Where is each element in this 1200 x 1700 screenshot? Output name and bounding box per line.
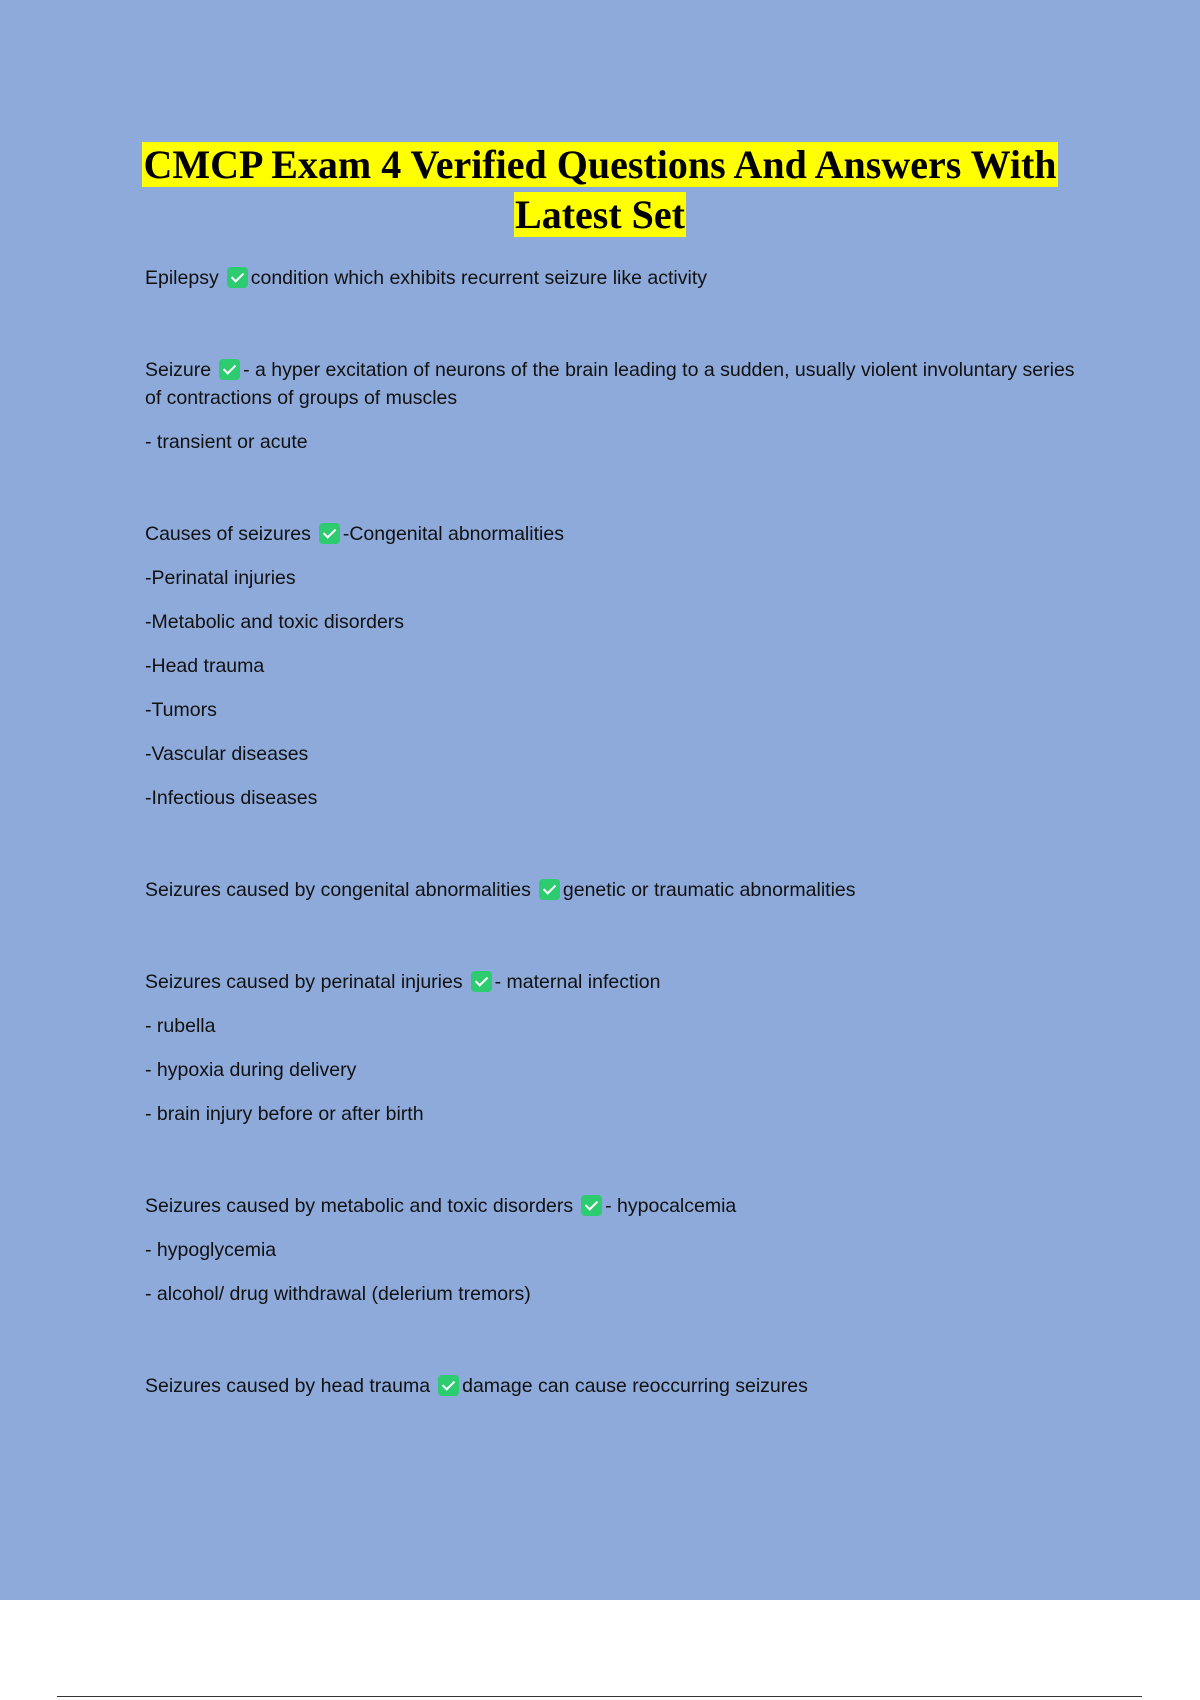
qa-answer: genetic or traumatic abnormalities [562, 879, 856, 901]
entry-spacer [145, 456, 1085, 520]
qa-term: Causes of seizures [145, 523, 311, 545]
entry-spacer [145, 292, 1085, 356]
page-title [100, 140, 1100, 240]
qa-answer-line: -Head trauma [145, 655, 265, 677]
qa-term: Seizures caused by congenital abnormalities [145, 879, 531, 901]
check-mark-icon [227, 267, 248, 288]
qa-answer-line: -Vascular diseases [145, 743, 309, 765]
qa-answer-line: -Metabolic and toxic disorders [145, 611, 405, 633]
check-mark-icon [438, 1375, 459, 1396]
qa-entry [145, 264, 1085, 292]
qa-term: Seizures caused by metabolic and toxic disorders [145, 1195, 574, 1217]
qa-main-line [145, 520, 1085, 548]
qa-entry [145, 968, 1085, 1128]
qa-main-line [145, 356, 1085, 412]
check-mark-icon [219, 359, 240, 380]
check-mark-icon [539, 879, 560, 900]
qa-answer-line: -Perinatal injuries [145, 567, 296, 589]
qa-answer-line: - transient or acute [145, 431, 308, 453]
qa-answer-line: - hypoxia during delivery [145, 1059, 357, 1081]
qa-answer: damage can cause reoccurring seizures [462, 1375, 808, 1397]
entry-spacer [145, 812, 1085, 876]
qa-answer: - hypocalcemia [605, 1195, 737, 1217]
qa-entry [145, 1192, 1085, 1308]
qa-answer-line: - hypoglycemia [145, 1239, 277, 1261]
qa-answer-line: - alcohol/ drug withdrawal (delerium tremors) [145, 1283, 531, 1305]
qa-entry [145, 356, 1085, 456]
check-mark-icon [471, 971, 492, 992]
qa-entry [145, 1372, 1085, 1400]
qa-term: Seizures caused by perinatal injuries [145, 971, 463, 993]
qa-entry [145, 876, 1085, 904]
qa-main-line [145, 876, 1085, 904]
title-line-1: CMCP Exam 4 Verified Questions And Answers With [143, 142, 1057, 187]
check-mark-icon [581, 1195, 602, 1216]
qa-answer: condition which exhibits recurrent seizure like activity [250, 267, 707, 289]
qa-main-line [145, 1192, 1085, 1220]
footer-divider [57, 1696, 1142, 1697]
qa-term: Seizures caused by head trauma [145, 1375, 431, 1397]
qa-entry [145, 520, 1085, 812]
check-mark-icon [319, 523, 340, 544]
qa-answer-line: - rubella [145, 1015, 216, 1037]
qa-answer-line: -Tumors [145, 699, 217, 721]
qa-main-line [145, 968, 1085, 996]
title-line-2: Latest Set [515, 192, 685, 237]
entry-spacer [145, 1308, 1085, 1372]
entry-spacer [145, 904, 1085, 968]
qa-answer: -Congenital abnormalities [342, 523, 564, 545]
qa-answer: - maternal infection [494, 971, 661, 993]
qa-answer-line: - brain injury before or after birth [145, 1103, 424, 1125]
qa-term: Seizure [145, 359, 212, 381]
qa-answer-line: -Infectious diseases [145, 787, 318, 809]
qa-main-line [145, 1372, 1085, 1400]
qa-list [145, 264, 1085, 1400]
qa-answer: - a hyper excitation of neurons of the brain leading to a sudden, usually violent involuntary series of contractions of groups of muscles [145, 359, 1075, 409]
entry-spacer [145, 1128, 1085, 1192]
qa-main-line [145, 264, 1085, 292]
qa-term: Epilepsy [145, 267, 219, 289]
